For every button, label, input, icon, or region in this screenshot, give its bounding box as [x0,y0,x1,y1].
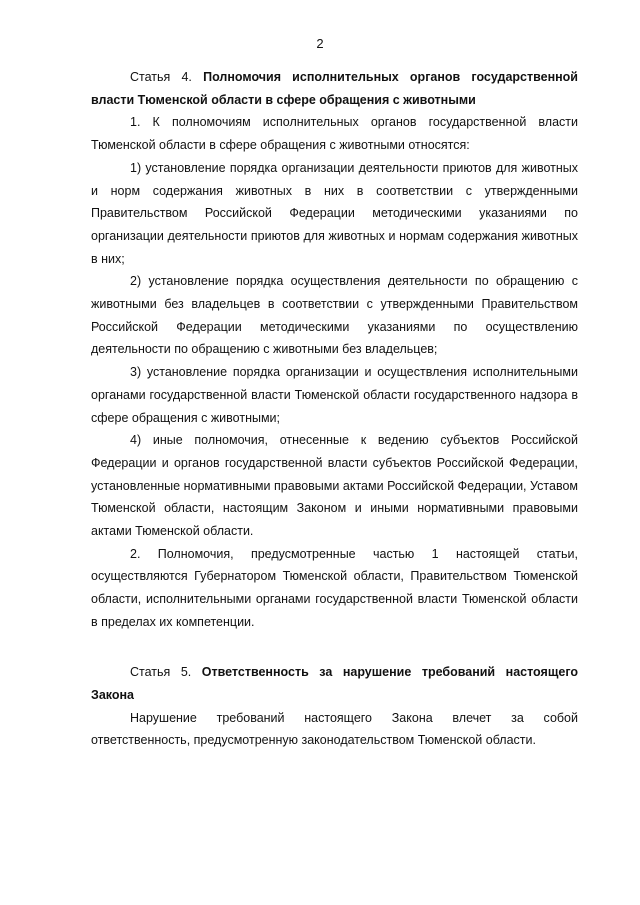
article-4-prefix: Статья 4. [130,70,204,84]
document-body [91,66,578,752]
section-spacer [91,634,578,657]
article-4-paragraph: 1. К полномочиям исполнительных органов государственной власти Тюменской области в сфере обращения с животными относятся: [91,115,578,153]
article-5-paragraph: Нарушение требований настоящего Закона влечет за собой ответственность, предусмотренную законодательством Тюменской области. [91,710,578,748]
article-4-title: Полномочия исполнительных органов государственной власти Тюменской области в сфере обращения с животными [91,70,578,107]
article-4-paragraph: 2. Полномочия, предусмотренные частью 1 настоящей статьи, осуществляются Губернатором Тюменской области, Правительством Тюменской области, исполнительными органами государственной власти Тюменской области в пределах их компетенции. [91,546,578,629]
article-4-paragraph: 4) иные полномочия, отнесенные к ведению субъектов Российской Федерации и органов государственной власти субъектов Российской Федерации, установленные нормативными правовыми актами Российской Федерации, Уставом Тюменской области, настоящим Законом и иными нормативными правовыми актами Тюменской области. [91,433,578,539]
article-4-paragraph: 2) установление порядка осуществления деятельности по обращению с животными без владельцев в соответствии с утвержденными Правительством Российской Федерации методическими указаниями по осуществлению деятельности по обращению с животными без владельцев; [91,274,578,357]
article-4-heading [91,66,578,111]
article-5-prefix: Статья 5. [130,665,202,680]
article-4-paragraph: 3) установление порядка организации и осуществления исполнительными органами государственной власти Тюменской области государственного надзора в сфере обращения с животными; [91,365,578,425]
article-5-heading [91,661,578,706]
article-4-paragraph: 1) установление порядка организации деятельности приютов для животных и норм содержания животных в них в соответствии с утвержденными Правительством Российской Федерации методическими указаниями по организации деятельности приютов для животных и нормам содержания животных в них; [91,160,578,266]
article-5-title: Ответственность за нарушение требований настоящего Закона [91,665,578,702]
page-number: 2 [316,36,324,51]
